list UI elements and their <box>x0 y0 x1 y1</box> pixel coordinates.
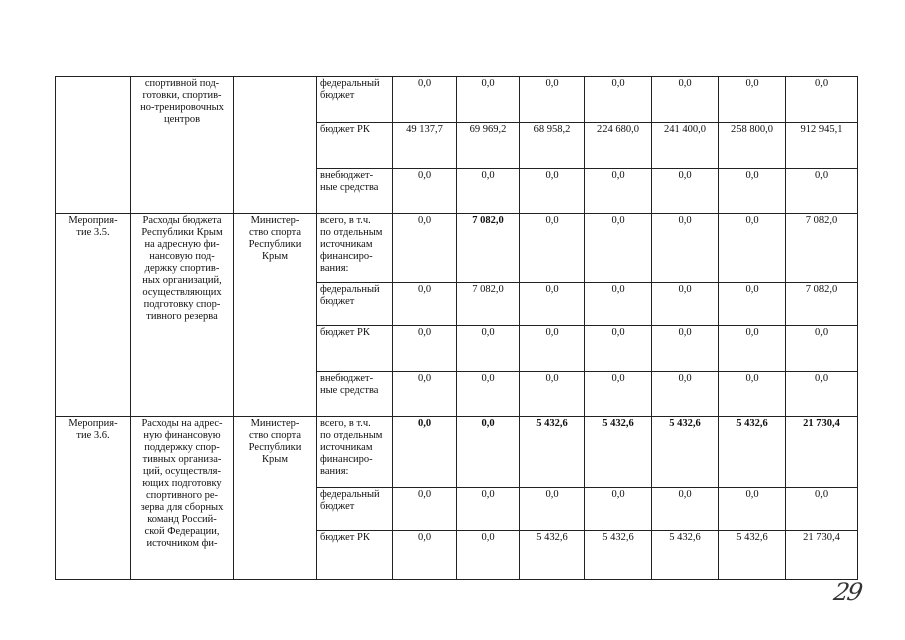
value-cell: 0,0 <box>652 488 719 531</box>
value-cell: 5 432,6 <box>585 417 652 488</box>
funding-source: внебюджет- ные средства <box>317 372 393 417</box>
funding-source: федеральный бюджет <box>317 283 393 326</box>
value-cell: 0,0 <box>786 169 858 214</box>
value-cell: 0,0 <box>393 531 457 580</box>
value-cell: 0,0 <box>457 488 520 531</box>
page-number: 29 <box>831 578 864 606</box>
value-cell: 0,0 <box>652 283 719 326</box>
value-cell: 21 730,4 <box>786 531 858 580</box>
value-cell: 0,0 <box>652 169 719 214</box>
value-cell: 0,0 <box>520 372 585 417</box>
table-row <box>56 214 858 283</box>
value-cell: 0,0 <box>520 77 585 123</box>
value-cell: 49 137,7 <box>393 123 457 169</box>
value-cell: 0,0 <box>393 488 457 531</box>
table-row <box>56 417 858 488</box>
value-cell: 0,0 <box>652 372 719 417</box>
value-cell: 912 945,1 <box>786 123 858 169</box>
value-cell: 258 800,0 <box>719 123 786 169</box>
value-cell: 5 432,6 <box>719 531 786 580</box>
funding-source: федеральный бюджет <box>317 77 393 123</box>
value-cell: 0,0 <box>719 214 786 283</box>
value-cell: 0,0 <box>585 488 652 531</box>
value-cell: 0,0 <box>393 417 457 488</box>
value-cell: 0,0 <box>520 214 585 283</box>
value-cell: 0,0 <box>786 326 858 372</box>
value-cell: 0,0 <box>652 214 719 283</box>
funding-source: всего, в т.ч. по отдельным источникам финансиро- вания: <box>317 417 393 488</box>
value-cell: 0,0 <box>786 488 858 531</box>
value-cell: 0,0 <box>520 169 585 214</box>
value-cell: 69 969,2 <box>457 123 520 169</box>
value-cell: 0,0 <box>457 531 520 580</box>
value-cell: 0,0 <box>393 283 457 326</box>
measure-description: Расходы бюджета Республики Крым на адресную фи- нансовую под- держку спортив- ных организаций, осуществляющих подготовку спор- тивного резерва <box>131 214 234 417</box>
funding-source: всего, в т.ч. по отдельным источникам финансиро- вания: <box>317 214 393 283</box>
value-cell: 0,0 <box>719 283 786 326</box>
table-row <box>56 77 858 123</box>
value-cell: 0,0 <box>393 77 457 123</box>
value-cell: 0,0 <box>457 326 520 372</box>
value-cell: 5 432,6 <box>520 417 585 488</box>
value-cell: 0,0 <box>585 169 652 214</box>
value-cell: 5 432,6 <box>520 531 585 580</box>
value-cell: 0,0 <box>520 283 585 326</box>
funding-source: внебюджет- ные средства <box>317 169 393 214</box>
measure-id-cell <box>56 77 131 214</box>
funding-source: бюджет РК <box>317 123 393 169</box>
measure-description: спортивной под- готовки, спортив- но-тренировочных центров <box>131 77 234 214</box>
funding-source: бюджет РК <box>317 531 393 580</box>
measure-id: Мероприя- тие 3.5. <box>56 214 131 417</box>
value-cell: 0,0 <box>520 326 585 372</box>
value-cell: 0,0 <box>585 283 652 326</box>
value-cell: 0,0 <box>585 77 652 123</box>
value-cell: 7 082,0 <box>786 283 858 326</box>
value-cell: 224 680,0 <box>585 123 652 169</box>
measure-id: Мероприя- тие 3.6. <box>56 417 131 580</box>
value-cell: 0,0 <box>585 214 652 283</box>
value-cell: 0,0 <box>786 372 858 417</box>
value-cell: 0,0 <box>719 488 786 531</box>
executor: Министер- ство спорта Республики Крым <box>234 417 317 580</box>
value-cell: 5 432,6 <box>652 531 719 580</box>
financing-table <box>55 76 858 580</box>
value-cell: 7 082,0 <box>786 214 858 283</box>
funding-source: бюджет РК <box>317 326 393 372</box>
value-cell: 5 432,6 <box>719 417 786 488</box>
value-cell: 0,0 <box>719 77 786 123</box>
value-cell: 0,0 <box>457 417 520 488</box>
value-cell: 0,0 <box>393 326 457 372</box>
value-cell: 68 958,2 <box>520 123 585 169</box>
value-cell: 241 400,0 <box>652 123 719 169</box>
value-cell: 5 432,6 <box>585 531 652 580</box>
value-cell: 0,0 <box>585 326 652 372</box>
value-cell: 0,0 <box>457 169 520 214</box>
value-cell: 0,0 <box>652 326 719 372</box>
value-cell: 7 082,0 <box>457 283 520 326</box>
value-cell: 0,0 <box>719 169 786 214</box>
value-cell: 0,0 <box>786 77 858 123</box>
value-cell: 0,0 <box>719 326 786 372</box>
value-cell: 0,0 <box>652 77 719 123</box>
executor: Министер- ство спорта Республики Крым <box>234 214 317 417</box>
value-cell: 7 082,0 <box>457 214 520 283</box>
value-cell: 0,0 <box>457 372 520 417</box>
value-cell: 0,0 <box>393 372 457 417</box>
value-cell: 0,0 <box>393 214 457 283</box>
value-cell: 0,0 <box>719 372 786 417</box>
value-cell: 5 432,6 <box>652 417 719 488</box>
funding-source: федеральный бюджет <box>317 488 393 531</box>
value-cell: 0,0 <box>393 169 457 214</box>
value-cell: 0,0 <box>520 488 585 531</box>
value-cell: 0,0 <box>585 372 652 417</box>
measure-description: Расходы на адрес- ную финансовую поддержку спор- тивных организа- ций, осуществля- ющих подготовку спортивного ре- зерва для сборных команд Россий- ской Федерации, источником фи- <box>131 417 234 580</box>
value-cell: 0,0 <box>457 77 520 123</box>
executor-cell <box>234 77 317 214</box>
value-cell: 21 730,4 <box>786 417 858 488</box>
